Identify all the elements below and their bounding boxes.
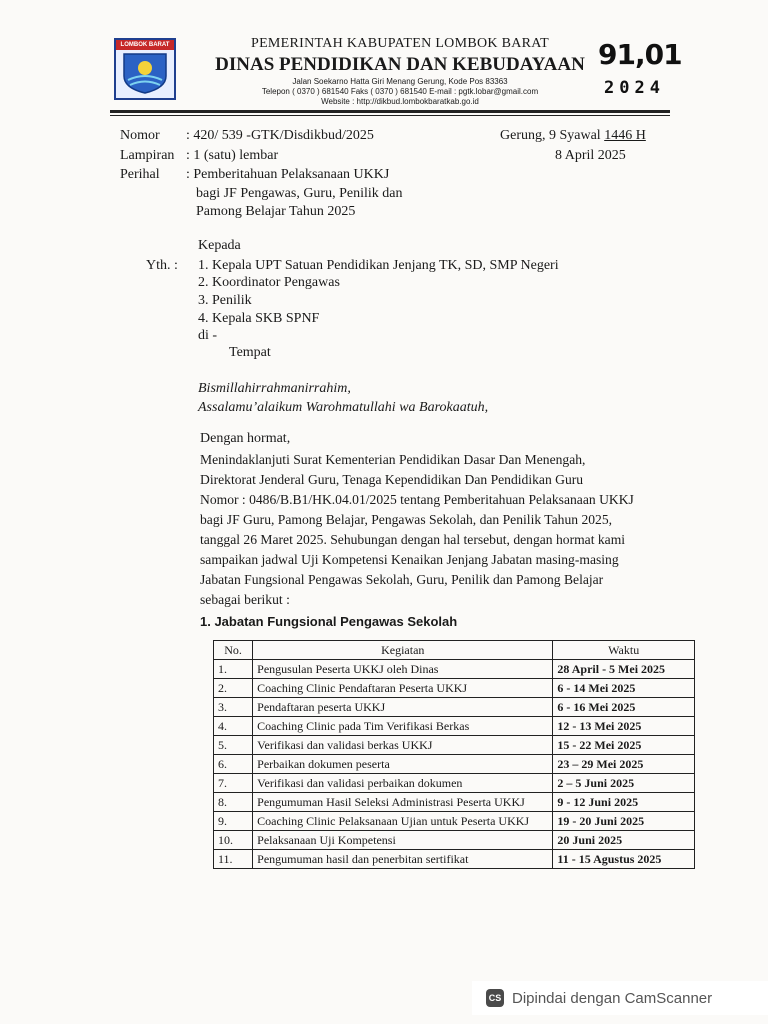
row-no: 3.	[214, 698, 253, 717]
paragraph-line: Nomor : 0486/B.B1/HK.04.01/2025 tentang Pemberitahuan Pelaksanaan UKKJ	[200, 492, 634, 507]
letterhead-agency: DINAS PENDIDIKAN DAN KEBUDAYAAN	[215, 54, 585, 75]
letterhead-website: Website : http://dikbud.lombokbaratkab.go.id	[321, 97, 479, 106]
body-paragraph	[200, 450, 678, 610]
table-row	[214, 812, 695, 831]
table-row	[214, 736, 695, 755]
place-date	[500, 128, 646, 144]
kepada-label: Kepada	[198, 238, 241, 253]
lampiran-value: : 1 (satu) lembar	[186, 148, 279, 163]
paragraph-line: Menindaklanjuti Surat Kementerian Pendidikan Dasar Dan Menengah,	[200, 452, 586, 467]
camscanner-icon: CS	[486, 989, 504, 1007]
row-no: 11.	[214, 850, 253, 869]
di-label: di -	[198, 328, 218, 343]
paragraph-line: sebagai berikut :	[200, 592, 290, 607]
row-waktu: 15 - 22 Mei 2025	[553, 736, 695, 755]
tempat-label: Tempat	[229, 345, 271, 360]
row-no: 6.	[214, 755, 253, 774]
row-waktu: 6 - 16 Mei 2025	[553, 698, 695, 717]
schedule-table	[213, 640, 695, 869]
row-kegiatan: Perbaikan dokumen peserta	[253, 755, 553, 774]
row-waktu: 2 – 5 Juni 2025	[553, 774, 695, 793]
row-kegiatan: Pendaftaran peserta UKKJ	[253, 698, 553, 717]
dengan-hormat: Dengan hormat,	[200, 431, 291, 446]
table-row	[214, 679, 695, 698]
row-kegiatan: Verifikasi dan validasi berkas UKKJ	[253, 736, 553, 755]
row-kegiatan: Pelaksanaan Uji Kompetensi	[253, 831, 553, 850]
shield-emblem-icon	[120, 52, 170, 94]
row-waktu: 12 - 13 Mei 2025	[553, 717, 695, 736]
letterhead-address: Jalan Soekarno Hatta Giri Menang Gerung, Kode Pos 83363	[292, 77, 508, 86]
bismillah: Bismillahirrahmanirrahim,	[198, 381, 351, 396]
perihal-line-1: : Pemberitahuan Pelaksanaan UKKJ	[186, 167, 390, 182]
row-no: 1.	[214, 660, 253, 679]
header-waktu: Waktu	[553, 641, 695, 660]
recipient-4: 4. Kepala SKB SPNF	[198, 311, 320, 326]
row-waktu: 23 – 29 Mei 2025	[553, 755, 695, 774]
section-1-title: 1. Jabatan Fungsional Pengawas Sekolah	[200, 614, 458, 629]
logo-banner-text: LOMBOK BARAT	[116, 40, 174, 50]
table-row	[214, 717, 695, 736]
hijri-year: 1446 H	[604, 128, 646, 143]
row-no: 8.	[214, 793, 253, 812]
row-waktu: 28 April - 5 Mei 2025	[553, 660, 695, 679]
table-row	[214, 793, 695, 812]
table-row	[214, 850, 695, 869]
paragraph-line: Jabatan Fungsional Pengawas Sekolah, Guru, Penilik dan Pamong Belajar	[200, 572, 604, 587]
row-kegiatan: Coaching Clinic Pendaftaran Peserta UKKJ	[253, 679, 553, 698]
yth-label: Yth. :	[146, 258, 178, 273]
perihal-label: Perihal	[120, 167, 160, 182]
table-row	[214, 774, 695, 793]
letter-date: 8 April 2025	[555, 148, 626, 163]
table-row	[214, 755, 695, 774]
perihal-line-3: Pamong Belajar Tahun 2025	[196, 204, 356, 219]
row-no: 7.	[214, 774, 253, 793]
perihal-line-2: bagi JF Pengawas, Guru, Penilik dan	[196, 186, 403, 201]
recipient-2: 2. Koordinator Pengawas	[198, 275, 340, 290]
row-no: 2.	[214, 679, 253, 698]
row-kegiatan: Verifikasi dan validasi perbaikan dokumen	[253, 774, 553, 793]
row-kegiatan: Pengumuman Hasil Seleksi Administrasi Peserta UKKJ	[253, 793, 553, 812]
row-kegiatan: Pengumuman hasil dan penerbitan sertifikat	[253, 850, 553, 869]
row-no: 5.	[214, 736, 253, 755]
nomor-value: : 420/ 539 -GTK/Disdikbud/2025	[186, 128, 374, 143]
recipient-3: 3. Penilik	[198, 293, 252, 308]
letterhead-phone: Telepon ( 0370 ) 681540 Faks ( 0370 ) 681540 E-mail : pgtk.lobar@gmail.com	[261, 87, 539, 96]
camscanner-watermark	[472, 981, 768, 1015]
place-date-prefix: Gerung, 9 Syawal	[500, 128, 601, 143]
row-waktu: 9 - 12 Juni 2025	[553, 793, 695, 812]
row-no: 4.	[214, 717, 253, 736]
lampiran-label: Lampiran	[120, 148, 175, 163]
camscanner-text: Dipindai dengan CamScanner	[512, 989, 713, 1007]
table-row	[214, 831, 695, 850]
row-waktu: 6 - 14 Mei 2025	[553, 679, 695, 698]
letterhead-rule-thick	[110, 110, 670, 113]
header-kegiatan: Kegiatan	[253, 641, 553, 660]
letterhead-rule-thin	[110, 115, 670, 116]
letterhead-government: PEMERINTAH KABUPATEN LOMBOK BARAT	[250, 36, 549, 51]
row-no: 9.	[214, 812, 253, 831]
paragraph-line: bagi JF Guru, Pamong Belajar, Pengawas Sekolah, dan Penilik Tahun 2025,	[200, 512, 613, 527]
regency-logo	[114, 38, 176, 100]
paragraph-line: tanggal 26 Maret 2025. Sehubungan dengan hal tersebut, dengan hormat kami	[200, 532, 626, 547]
row-waktu: 20 Juni 2025	[553, 831, 695, 850]
paragraph-line: Direktorat Jenderal Guru, Tenaga Kependidikan Dan Pendidikan Guru	[200, 472, 584, 487]
badge-year: 2024	[604, 78, 665, 98]
header-no: No.	[214, 641, 253, 660]
row-waktu: 19 - 20 Juni 2025	[553, 812, 695, 831]
salam: Assalamu’alaikum Warohmatullahi wa Barokaatuh,	[198, 400, 489, 415]
row-kegiatan: Pengusulan Peserta UKKJ oleh Dinas	[253, 660, 553, 679]
table-row	[214, 660, 695, 679]
row-kegiatan: Coaching Clinic Pelaksanaan Ujian untuk Peserta UKKJ	[253, 812, 553, 831]
paragraph-line: sampaikan jadwal Uji Kompetensi Kenaikan Jenjang Jabatan masing-masing	[200, 552, 619, 567]
recipient-1: 1. Kepala UPT Satuan Pendidikan Jenjang TK, SD, SMP Negeri	[198, 258, 559, 273]
nomor-label: Nomor	[120, 128, 160, 143]
row-waktu: 11 - 15 Agustus 2025	[553, 850, 695, 869]
table-row	[214, 698, 695, 717]
badge-number: 91,01	[598, 38, 682, 71]
table-header-row	[214, 641, 695, 660]
row-no: 10.	[214, 831, 253, 850]
row-kegiatan: Coaching Clinic pada Tim Verifikasi Berkas	[253, 717, 553, 736]
